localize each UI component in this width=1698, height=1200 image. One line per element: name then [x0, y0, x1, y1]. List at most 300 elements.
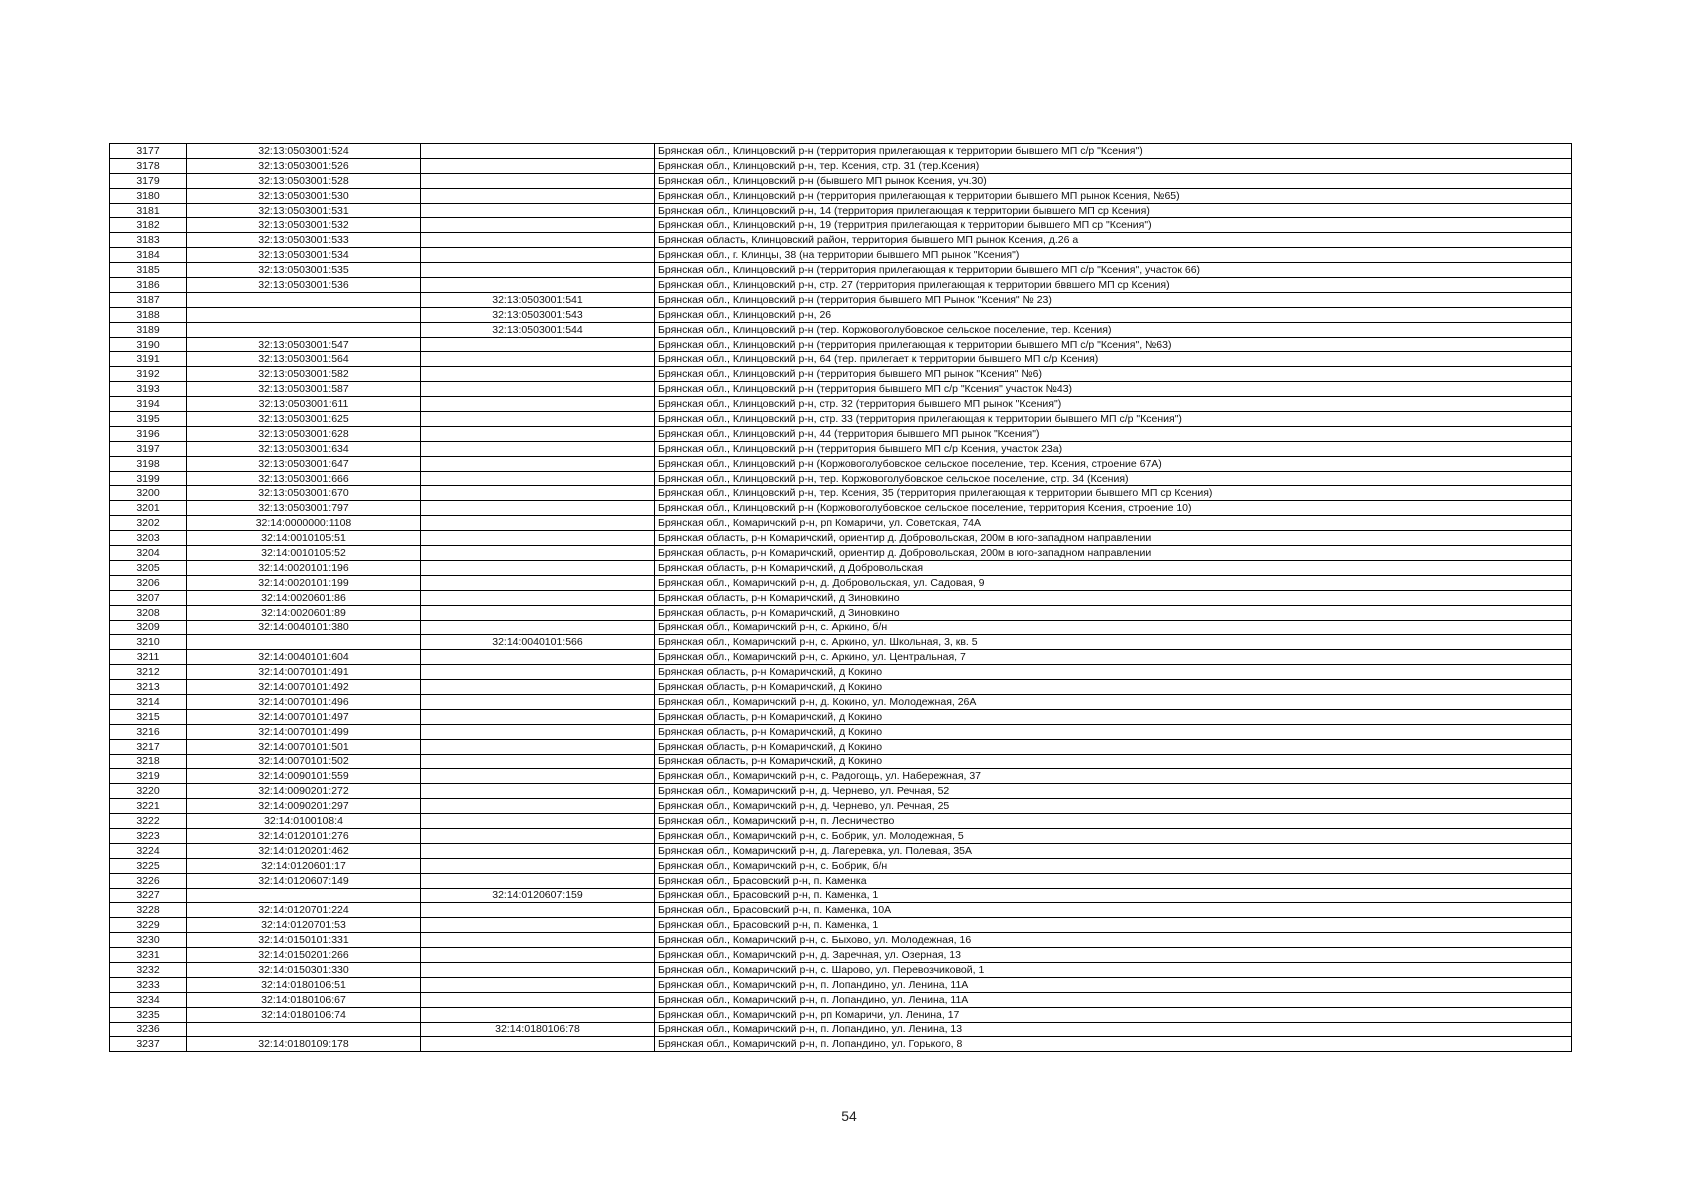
cadastral-number-alt-cell — [421, 456, 655, 471]
row-number-cell: 3230 — [110, 933, 187, 948]
address-cell: Брянская обл., Клинцовский р-н (территория прилегающая к территории бывшего МП с/р "Ксения", №63) — [655, 337, 1572, 352]
row-number-cell: 3217 — [110, 739, 187, 754]
cadastral-number-cell — [187, 292, 421, 307]
cadastral-number-alt-cell — [421, 903, 655, 918]
cadastral-number-alt-cell — [421, 858, 655, 873]
cadastral-number-alt-cell — [421, 680, 655, 695]
cadastral-number-cell: 32:14:0150101:331 — [187, 933, 421, 948]
cadastral-number-cell: 32:14:0020601:86 — [187, 590, 421, 605]
table-row — [110, 397, 1572, 412]
table-row — [110, 962, 1572, 977]
table-row — [110, 531, 1572, 546]
row-number-cell: 3218 — [110, 754, 187, 769]
cadastral-number-alt-cell: 32:13:0503001:544 — [421, 322, 655, 337]
cadastral-number-cell: 32:14:0020601:89 — [187, 605, 421, 620]
address-cell: Брянская обл., Клинцовский р-н, тер. Коржовоголубовское сельское поселение, стр. 34 (Ксения) — [655, 471, 1572, 486]
row-number-cell: 3178 — [110, 158, 187, 173]
table-row — [110, 382, 1572, 397]
table-row — [110, 441, 1572, 456]
row-number-cell: 3226 — [110, 873, 187, 888]
row-number-cell: 3183 — [110, 233, 187, 248]
cadastral-number-cell: 32:13:0503001:534 — [187, 248, 421, 263]
address-cell: Брянская обл., Клинцовский р-н, 26 — [655, 307, 1572, 322]
cadastral-number-cell: 32:14:0000000:1108 — [187, 516, 421, 531]
address-cell: Брянская обл., Комаричский р-н, с. Бобрик, б/н — [655, 858, 1572, 873]
table-row — [110, 292, 1572, 307]
table-row — [110, 843, 1572, 858]
address-cell: Брянская обл., Клинцовский р-н (тер. Коржовоголубовское сельское поселение, тер. Ксения) — [655, 322, 1572, 337]
cadastral-number-cell: 32:14:0150201:266 — [187, 948, 421, 963]
address-cell: Брянская обл., Клинцовский р-н (бывшего МП рынок Ксения, уч.30) — [655, 173, 1572, 188]
address-cell: Брянская область, р-н Комаричский, д Кокино — [655, 754, 1572, 769]
row-number-cell: 3182 — [110, 218, 187, 233]
row-number-cell: 3191 — [110, 352, 187, 367]
table-row — [110, 278, 1572, 293]
address-cell: Брянская обл., Комаричский р-н, д. Чернево, ул. Речная, 52 — [655, 784, 1572, 799]
table-row — [110, 590, 1572, 605]
cadastral-number-cell: 32:14:0120701:53 — [187, 918, 421, 933]
table-row — [110, 486, 1572, 501]
cadastral-number-cell: 32:13:0503001:625 — [187, 412, 421, 427]
cadastral-number-cell: 32:13:0503001:535 — [187, 263, 421, 278]
cadastral-number-cell: 32:13:0503001:670 — [187, 486, 421, 501]
row-number-cell: 3229 — [110, 918, 187, 933]
address-cell: Брянская обл., Клинцовский р-н, тер. Ксения, 35 (территория прилегающая к территории бывшего МП ср Ксения) — [655, 486, 1572, 501]
cadastral-number-cell: 32:14:0150301:330 — [187, 962, 421, 977]
cadastral-number-alt-cell — [421, 382, 655, 397]
table-row — [110, 412, 1572, 427]
row-number-cell: 3216 — [110, 724, 187, 739]
cadastral-number-alt-cell — [421, 158, 655, 173]
address-cell: Брянская область, Клинцовский район, территория бывшего МП рынок Ксения, д.26 а — [655, 233, 1572, 248]
cadastral-number-alt-cell — [421, 426, 655, 441]
table-row — [110, 799, 1572, 814]
cadastral-number-alt-cell — [421, 352, 655, 367]
cadastral-number-alt-cell — [421, 560, 655, 575]
table-row — [110, 516, 1572, 531]
table-row — [110, 903, 1572, 918]
cadastral-number-alt-cell — [421, 799, 655, 814]
cadastral-number-alt-cell — [421, 575, 655, 590]
row-number-cell: 3211 — [110, 650, 187, 665]
row-number-cell: 3219 — [110, 769, 187, 784]
cadastral-number-cell: 32:14:0070101:496 — [187, 694, 421, 709]
address-cell: Брянская обл., Комаричский р-н, рп Комаричи, ул. Ленина, 17 — [655, 1007, 1572, 1022]
cadastral-number-cell: 32:14:0120701:224 — [187, 903, 421, 918]
cadastral-number-cell: 32:14:0070101:491 — [187, 665, 421, 680]
cadastral-number-alt-cell — [421, 412, 655, 427]
row-number-cell: 3213 — [110, 680, 187, 695]
table-row — [110, 605, 1572, 620]
cadastral-number-cell — [187, 307, 421, 322]
table-row — [110, 546, 1572, 561]
address-cell: Брянская обл., Клинцовский р-н, 44 (территория бывшего МП рынок "Ксения") — [655, 426, 1572, 441]
address-cell: Брянская обл., Комаричский р-н, д. Лагеревка, ул. Полевая, 35А — [655, 843, 1572, 858]
row-number-cell: 3215 — [110, 709, 187, 724]
address-cell: Брянская обл., Комаричский р-н, п. Лопандино, ул. Ленина, 11А — [655, 992, 1572, 1007]
cadastral-number-alt-cell — [421, 620, 655, 635]
table-row — [110, 754, 1572, 769]
table-row — [110, 456, 1572, 471]
cadastral-number-alt-cell — [421, 769, 655, 784]
cadastral-number-alt-cell: 32:13:0503001:541 — [421, 292, 655, 307]
cadastral-number-cell: 32:14:0120607:149 — [187, 873, 421, 888]
row-number-cell: 3204 — [110, 546, 187, 561]
cadastral-number-cell: 32:13:0503001:647 — [187, 456, 421, 471]
row-number-cell: 3189 — [110, 322, 187, 337]
registry-table — [109, 143, 1572, 1052]
table-row — [110, 337, 1572, 352]
table-row — [110, 203, 1572, 218]
table-row — [110, 948, 1572, 963]
row-number-cell: 3221 — [110, 799, 187, 814]
row-number-cell: 3177 — [110, 144, 187, 159]
row-number-cell: 3212 — [110, 665, 187, 680]
row-number-cell: 3208 — [110, 605, 187, 620]
table-row — [110, 188, 1572, 203]
cadastral-number-cell: 32:14:0120201:462 — [187, 843, 421, 858]
address-cell: Брянская область, р-н Комаричский, д Кокино — [655, 709, 1572, 724]
cadastral-number-cell: 32:14:0020101:199 — [187, 575, 421, 590]
cadastral-number-alt-cell — [421, 739, 655, 754]
cadastral-number-alt-cell — [421, 665, 655, 680]
table-row — [110, 858, 1572, 873]
cadastral-number-alt-cell — [421, 144, 655, 159]
table-row — [110, 173, 1572, 188]
table-row — [110, 1037, 1572, 1052]
cadastral-number-cell: 32:13:0503001:564 — [187, 352, 421, 367]
row-number-cell: 3223 — [110, 828, 187, 843]
cadastral-number-cell: 32:14:0180106:74 — [187, 1007, 421, 1022]
address-cell: Брянская обл., Клинцовский р-н, стр. 33 (территория прилегающая к территории бывшего МП с/р "Ксения") — [655, 412, 1572, 427]
cadastral-number-alt-cell — [421, 754, 655, 769]
address-cell: Брянская область, р-н Комаричский, ориентир д. Добровольская, 200м в юго-западном направлении — [655, 546, 1572, 561]
row-number-cell: 3207 — [110, 590, 187, 605]
cadastral-number-cell: 32:13:0503001:666 — [187, 471, 421, 486]
table-row — [110, 918, 1572, 933]
row-number-cell: 3231 — [110, 948, 187, 963]
table-row — [110, 218, 1572, 233]
cadastral-number-cell — [187, 322, 421, 337]
cadastral-number-alt-cell — [421, 441, 655, 456]
cadastral-number-cell: 32:14:0070101:499 — [187, 724, 421, 739]
address-cell: Брянская область, р-н Комаричский, д Кокино — [655, 665, 1572, 680]
row-number-cell: 3180 — [110, 188, 187, 203]
cadastral-number-alt-cell — [421, 263, 655, 278]
table-row — [110, 873, 1572, 888]
table-row — [110, 367, 1572, 382]
table-row — [110, 501, 1572, 516]
address-cell: Брянская обл., Клинцовский р-н (территория прилегающая к территории бывшего МП рынок Ксения, №65) — [655, 188, 1572, 203]
cadastral-number-alt-cell — [421, 188, 655, 203]
row-number-cell: 3187 — [110, 292, 187, 307]
cadastral-number-cell: 32:14:0120601:17 — [187, 858, 421, 873]
table-row — [110, 828, 1572, 843]
cadastral-number-alt-cell — [421, 501, 655, 516]
address-cell: Брянская область, р-н Комаричский, д Кокино — [655, 680, 1572, 695]
cadastral-number-alt-cell: 32:14:0040101:566 — [421, 635, 655, 650]
cadastral-number-alt-cell — [421, 531, 655, 546]
cadastral-number-cell: 32:13:0503001:611 — [187, 397, 421, 412]
cadastral-number-alt-cell — [421, 397, 655, 412]
address-cell: Брянская обл., Комаричский р-н, д. Кокино, ул. Молодежная, 26А — [655, 694, 1572, 709]
cadastral-number-alt-cell — [421, 203, 655, 218]
table-row — [110, 248, 1572, 263]
cadastral-number-cell: 32:13:0503001:528 — [187, 173, 421, 188]
address-cell: Брянская область, р-н Комаричский, ориентир д. Добровольская, 200м в юго-западном направлении — [655, 531, 1572, 546]
table-row — [110, 635, 1572, 650]
cadastral-number-alt-cell — [421, 173, 655, 188]
table-row — [110, 322, 1572, 337]
cadastral-number-alt-cell — [421, 233, 655, 248]
address-cell: Брянская обл., Клинцовский р-н (территория прилегающая к территории бывшего МП с/р "Ксения", участок 66) — [655, 263, 1572, 278]
address-cell: Брянская обл., Комаричский р-н, с. Аркино, ул. Центральная, 7 — [655, 650, 1572, 665]
cadastral-number-cell: 32:13:0503001:530 — [187, 188, 421, 203]
row-number-cell: 3224 — [110, 843, 187, 858]
address-cell: Брянская обл., Комаричский р-н, д. Заречная, ул. Озерная, 13 — [655, 948, 1572, 963]
row-number-cell: 3210 — [110, 635, 187, 650]
address-cell: Брянская обл., Брасовский р-н, п. Каменка, 10А — [655, 903, 1572, 918]
row-number-cell: 3203 — [110, 531, 187, 546]
row-number-cell: 3202 — [110, 516, 187, 531]
address-cell: Брянская обл., Клинцовский р-н, 19 (территрия прилегающая к территории бывшего МП ср "Ксения") — [655, 218, 1572, 233]
cadastral-number-alt-cell — [421, 1037, 655, 1052]
cadastral-number-alt-cell — [421, 709, 655, 724]
cadastral-number-cell: 32:14:0090201:272 — [187, 784, 421, 799]
address-cell: Брянская обл., Комаричский р-н, с. Радогощь, ул. Набережная, 37 — [655, 769, 1572, 784]
cadastral-number-cell: 32:14:0070101:492 — [187, 680, 421, 695]
table-row — [110, 620, 1572, 635]
cadastral-number-cell: 32:14:0010105:52 — [187, 546, 421, 561]
cadastral-number-alt-cell — [421, 873, 655, 888]
cadastral-number-alt-cell — [421, 724, 655, 739]
cadastral-number-cell — [187, 1022, 421, 1037]
table-row — [110, 560, 1572, 575]
table-row — [110, 263, 1572, 278]
row-number-cell: 3205 — [110, 560, 187, 575]
table-row — [110, 650, 1572, 665]
cadastral-number-alt-cell — [421, 367, 655, 382]
cadastral-number-cell: 32:14:0180109:178 — [187, 1037, 421, 1052]
cadastral-number-cell: 32:14:0040101:604 — [187, 650, 421, 665]
cadastral-number-cell: 32:13:0503001:532 — [187, 218, 421, 233]
table-row — [110, 739, 1572, 754]
cadastral-number-cell: 32:13:0503001:582 — [187, 367, 421, 382]
address-cell: Брянская обл., г. Клинцы, 38 (на территории бывшего МП рынок "Ксения") — [655, 248, 1572, 263]
address-cell: Брянская обл., Клинцовский р-н (территория бывшего МП рынок "Ксения" №6) — [655, 367, 1572, 382]
row-number-cell: 3220 — [110, 784, 187, 799]
row-number-cell: 3222 — [110, 814, 187, 829]
cadastral-number-alt-cell — [421, 977, 655, 992]
cadastral-number-alt-cell — [421, 918, 655, 933]
table-row — [110, 233, 1572, 248]
row-number-cell: 3206 — [110, 575, 187, 590]
address-cell: Брянская обл., Комаричский р-н, рп Комаричи, ул. Советская, 74А — [655, 516, 1572, 531]
row-number-cell: 3228 — [110, 903, 187, 918]
cadastral-number-cell: 32:13:0503001:547 — [187, 337, 421, 352]
address-cell: Брянская обл., Комаричский р-н, д. Чернево, ул. Речная, 25 — [655, 799, 1572, 814]
row-number-cell: 3233 — [110, 977, 187, 992]
table-row — [110, 471, 1572, 486]
address-cell: Брянская обл., Комаричский р-н, с. Бобрик, ул. Молодежная, 5 — [655, 828, 1572, 843]
row-number-cell: 3194 — [110, 397, 187, 412]
cadastral-number-cell: 32:14:0070101:501 — [187, 739, 421, 754]
cadastral-number-cell: 32:13:0503001:536 — [187, 278, 421, 293]
address-cell: Брянская обл., Комаричский р-н, п. Лесничество — [655, 814, 1572, 829]
table-row — [110, 1007, 1572, 1022]
cadastral-number-alt-cell: 32:13:0503001:543 — [421, 307, 655, 322]
table-row — [110, 1022, 1572, 1037]
address-cell: Брянская обл., Клинцовский р-н, 14 (территория прилегающая к территории бывшего МП ср Ксения) — [655, 203, 1572, 218]
table-row — [110, 694, 1572, 709]
cadastral-number-alt-cell — [421, 218, 655, 233]
row-number-cell: 3192 — [110, 367, 187, 382]
row-number-cell: 3200 — [110, 486, 187, 501]
cadastral-number-alt-cell — [421, 546, 655, 561]
address-cell: Брянская обл., Комаричский р-н, д. Добровольская, ул. Садовая, 9 — [655, 575, 1572, 590]
row-number-cell: 3236 — [110, 1022, 187, 1037]
cadastral-number-alt-cell — [421, 590, 655, 605]
row-number-cell: 3234 — [110, 992, 187, 1007]
cadastral-number-alt-cell — [421, 992, 655, 1007]
cadastral-number-cell: 32:14:0100108:4 — [187, 814, 421, 829]
cadastral-number-alt-cell — [421, 605, 655, 620]
cadastral-number-cell: 32:13:0503001:526 — [187, 158, 421, 173]
table-row — [110, 575, 1572, 590]
cadastral-number-alt-cell — [421, 694, 655, 709]
row-number-cell: 3195 — [110, 412, 187, 427]
cadastral-number-alt-cell: 32:14:0120607:159 — [421, 888, 655, 903]
address-cell: Брянская обл., Клинцовский р-н, стр. 27 (территория прилегающая к территории бввшего МП ср Ксения) — [655, 278, 1572, 293]
cadastral-number-alt-cell — [421, 828, 655, 843]
row-number-cell: 3188 — [110, 307, 187, 322]
row-number-cell: 3190 — [110, 337, 187, 352]
address-cell: Брянская обл., Брасовский р-н, п. Каменка, 1 — [655, 888, 1572, 903]
cadastral-number-alt-cell — [421, 814, 655, 829]
cadastral-number-cell: 32:14:0010105:51 — [187, 531, 421, 546]
cadastral-number-cell: 32:14:0070101:502 — [187, 754, 421, 769]
address-cell: Брянская обл., Комаричский р-н, с. Шарово, ул. Перевозчиковой, 1 — [655, 962, 1572, 977]
table-row — [110, 992, 1572, 1007]
row-number-cell: 3201 — [110, 501, 187, 516]
address-cell: Брянская обл., Брасовский р-н, п. Каменка — [655, 873, 1572, 888]
row-number-cell: 3185 — [110, 263, 187, 278]
cadastral-number-alt-cell — [421, 948, 655, 963]
cadastral-number-cell: 32:13:0503001:531 — [187, 203, 421, 218]
address-cell: Брянская обл., Комаричский р-н, п. Лопандино, ул. Горького, 8 — [655, 1037, 1572, 1052]
address-cell: Брянская обл., Клинцовский р-н (территория прилегающая к территории бывшего МП с/р "Ксения") — [655, 144, 1572, 159]
cadastral-number-cell: 32:14:0020101:196 — [187, 560, 421, 575]
row-number-cell: 3227 — [110, 888, 187, 903]
row-number-cell: 3235 — [110, 1007, 187, 1022]
table-row — [110, 933, 1572, 948]
cadastral-number-cell: 32:13:0503001:533 — [187, 233, 421, 248]
cadastral-number-cell: 32:13:0503001:628 — [187, 426, 421, 441]
table-row — [110, 158, 1572, 173]
registry-table-body — [110, 144, 1572, 1052]
table-row — [110, 977, 1572, 992]
cadastral-number-cell — [187, 888, 421, 903]
cadastral-number-alt-cell — [421, 248, 655, 263]
table-row — [110, 426, 1572, 441]
address-cell: Брянская область, р-н Комаричский, д Кокино — [655, 739, 1572, 754]
address-cell: Брянская обл., Комаричский р-н, с. Аркино, б/н — [655, 620, 1572, 635]
cadastral-number-alt-cell — [421, 784, 655, 799]
table-row — [110, 769, 1572, 784]
address-cell: Брянская обл., Клинцовский р-н (Коржовоголубовское сельское поселение, территория Ксения, строение 10) — [655, 501, 1572, 516]
table-row — [110, 709, 1572, 724]
cadastral-number-cell: 32:14:0120101:276 — [187, 828, 421, 843]
address-cell: Брянская обл., Комаричский р-н, п. Лопандино, ул. Ленина, 13 — [655, 1022, 1572, 1037]
table-row — [110, 784, 1572, 799]
row-number-cell: 3214 — [110, 694, 187, 709]
row-number-cell: 3196 — [110, 426, 187, 441]
cadastral-number-cell: 32:14:0090201:297 — [187, 799, 421, 814]
table-row — [110, 888, 1572, 903]
cadastral-number-cell: 32:13:0503001:797 — [187, 501, 421, 516]
cadastral-number-cell: 32:13:0503001:524 — [187, 144, 421, 159]
address-cell: Брянская область, р-н Комаричский, д Зиновкино — [655, 605, 1572, 620]
row-number-cell: 3232 — [110, 962, 187, 977]
cadastral-number-alt-cell — [421, 1007, 655, 1022]
table-row — [110, 680, 1572, 695]
row-number-cell: 3237 — [110, 1037, 187, 1052]
row-number-cell: 3193 — [110, 382, 187, 397]
address-cell: Брянская область, р-н Комаричский, д Добровольская — [655, 560, 1572, 575]
cadastral-number-alt-cell — [421, 933, 655, 948]
row-number-cell: 3186 — [110, 278, 187, 293]
address-cell: Брянская обл., Клинцовский р-н (территория бывшего МП с/р Ксения, участок 23а) — [655, 441, 1572, 456]
row-number-cell: 3181 — [110, 203, 187, 218]
cadastral-number-alt-cell — [421, 486, 655, 501]
table-row — [110, 724, 1572, 739]
table-row — [110, 665, 1572, 680]
address-cell: Брянская обл., Клинцовский р-н (Коржовоголубовское сельское поселение, тер. Ксения, строение 67А) — [655, 456, 1572, 471]
address-cell: Брянская обл., Клинцовский р-н (территория бывшего МП Рынок "Ксения" № 23) — [655, 292, 1572, 307]
row-number-cell: 3197 — [110, 441, 187, 456]
row-number-cell: 3209 — [110, 620, 187, 635]
cadastral-number-cell: 32:13:0503001:634 — [187, 441, 421, 456]
cadastral-number-alt-cell — [421, 962, 655, 977]
cadastral-number-cell: 32:13:0503001:587 — [187, 382, 421, 397]
address-cell: Брянская обл., Клинцовский р-н, 64 (тер. прилегает к территории бывшего МП с/р Ксения) — [655, 352, 1572, 367]
address-cell: Брянская обл., Комаричский р-н, с. Аркино, ул. Школьная, 3, кв. 5 — [655, 635, 1572, 650]
address-cell: Брянская обл., Брасовский р-н, п. Каменка, 1 — [655, 918, 1572, 933]
cadastral-number-alt-cell — [421, 650, 655, 665]
row-number-cell: 3179 — [110, 173, 187, 188]
table-row — [110, 307, 1572, 322]
address-cell: Брянская обл., Клинцовский р-н (территория бывшего МП с/р "Ксения" участок №43) — [655, 382, 1572, 397]
address-cell: Брянская область, р-н Комаричский, д Зиновкино — [655, 590, 1572, 605]
cadastral-number-alt-cell — [421, 843, 655, 858]
table-row — [110, 814, 1572, 829]
cadastral-number-cell: 32:14:0070101:497 — [187, 709, 421, 724]
cadastral-number-alt-cell — [421, 471, 655, 486]
address-cell: Брянская обл., Клинцовский р-н, тер. Ксения, стр. 31 (тер.Ксения) — [655, 158, 1572, 173]
address-cell: Брянская обл., Комаричский р-н, п. Лопандино, ул. Ленина, 11А — [655, 977, 1572, 992]
address-cell: Брянская область, р-н Комаричский, д Кокино — [655, 724, 1572, 739]
cadastral-number-cell: 32:14:0040101:380 — [187, 620, 421, 635]
row-number-cell: 3198 — [110, 456, 187, 471]
address-cell: Брянская обл., Комаричский р-н, с. Быхово, ул. Молодежная, 16 — [655, 933, 1572, 948]
cadastral-number-alt-cell — [421, 337, 655, 352]
cadastral-number-alt-cell — [421, 516, 655, 531]
row-number-cell: 3225 — [110, 858, 187, 873]
address-cell: Брянская обл., Клинцовский р-н, стр. 32 (территория бывшего МП рынок "Ксения") — [655, 397, 1572, 412]
cadastral-number-alt-cell — [421, 278, 655, 293]
table-row — [110, 352, 1572, 367]
table-row — [110, 144, 1572, 159]
